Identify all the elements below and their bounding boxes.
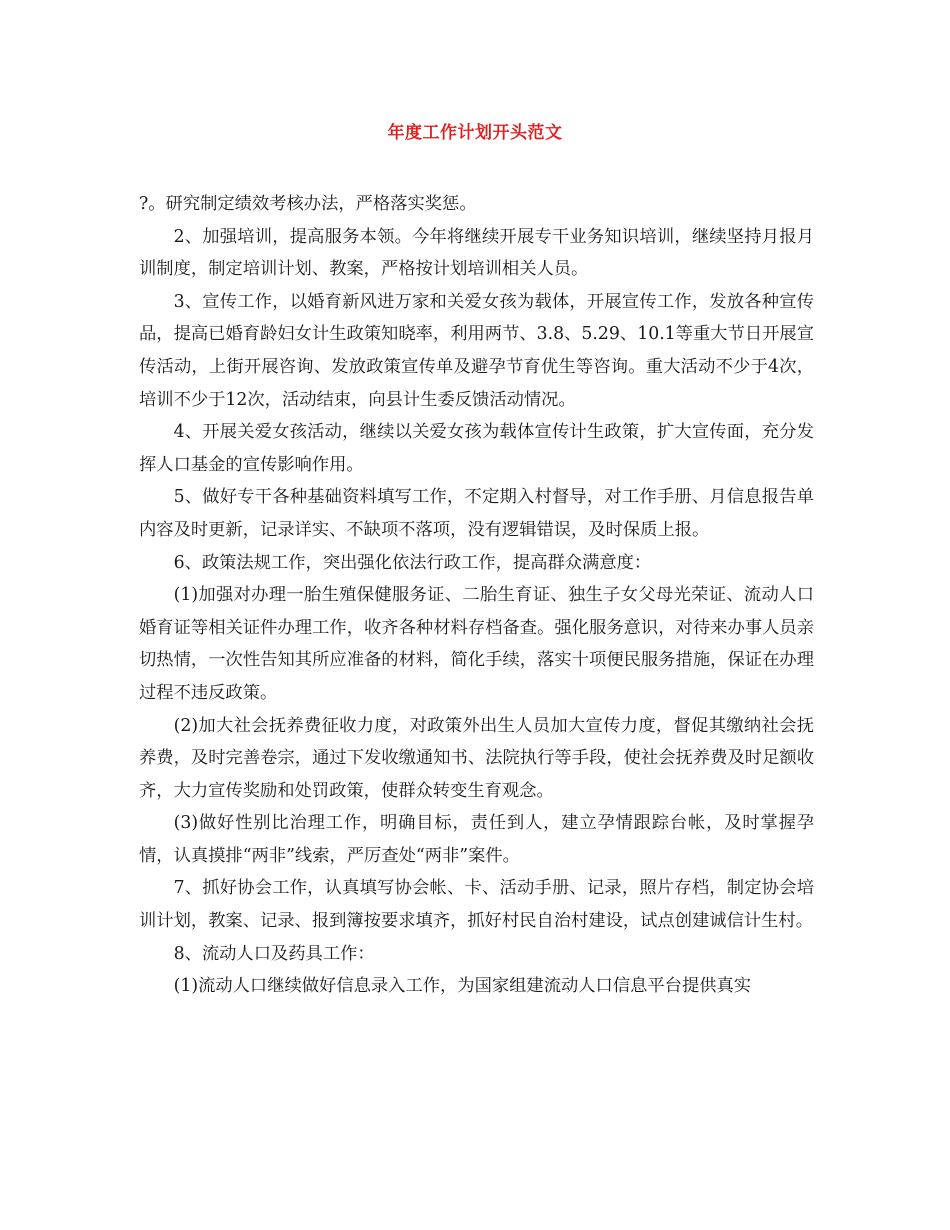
paragraph-4: 4、开展关爱女孩活动，继续以关爱女孩为载体宣传计生政策，扩大宣传面，充分发挥人口基金的宣传影响作用。 bbox=[139, 422, 814, 475]
paragraph-12: (1)流动人口继续做好信息录入工作，为国家组建流动人口信息平台提供真实 bbox=[173, 976, 752, 997]
paragraph-2: 2、加强培训，提高服务本领。今年将继续开展专干业务知识培训，继续坚持月报月训制度，制定培训计划、教案，严格按计划培训相关人员。 bbox=[139, 226, 814, 280]
paragraph-10: 7、抓好协会工作，认真填写协会帐、卡、活动手册、记录，照片存档，制定协会培训计划，教案、记录、报到簿按要求填齐，抓好村民自治村建设，试点创建诚信计生村。 bbox=[139, 878, 814, 932]
paragraph-11: 8、流动人口及药具工作： bbox=[173, 943, 375, 964]
document-body bbox=[139, 188, 814, 1003]
paragraph-1: ?。研究制定绩效考核办法，严格落实奖惩。 bbox=[139, 194, 477, 214]
paragraph-3: 3、宣传工作，以婚育新风进万家和关爱女孩为载体，开展宣传工作，发放各种宣传品，提高已婚育龄妇女计生政策知晓率，利用两节、3.8、5.29、10.1等重大节日开展宣传活动，上街开展咨询、发放政策宣传单及避孕节育优生等咨询。重大活动不少于4次，培训不少于12次，活动结束，向县计生委反馈活动情况。 bbox=[139, 291, 814, 410]
paragraph-6: 6、政策法规工作，突出强化依法行政工作，提高群众满意度： bbox=[173, 552, 652, 573]
document-title: 年度工作计划开头范文 bbox=[387, 123, 563, 143]
paragraph-9: (3)做好性别比治理工作，明确目标，责任到人，建立孕情跟踪台帐，及时掌握孕情，认真摸排“两非”线索，严厉查处“两非”案件。 bbox=[139, 813, 814, 866]
paragraph-7: (1)加强对办理一胎生殖保健服务证、二胎生育证、独生子女父母光荣证、流动人口婚育证等相关证件办理工作，收齐各种材料存档备查。强化服务意识，对待来办事人员亲切热情，一次性告知其所应准备的材料，简化手续，落实十项便民服务措施，保证在办理过程不违反政策。 bbox=[139, 585, 814, 703]
paragraph-5: 5、做好专干各种基础资料填写工作，不定期入村督导，对工作手册、月信息报告单内容及时更新，记录详实、不缺项不落项，没有逻辑错误，及时保质上报。 bbox=[139, 487, 814, 540]
paragraph-8: (2)加大社会抚养费征收力度，对政策外出生人员加大宣传力度，督促其缴纳社会抚养费，及时完善卷宗，通过下发收缴通知书、法院执行等手段，使社会抚养费及时足额收齐，大力宣传奖励和处罚政策，使群众转变生育观念。 bbox=[139, 715, 814, 801]
